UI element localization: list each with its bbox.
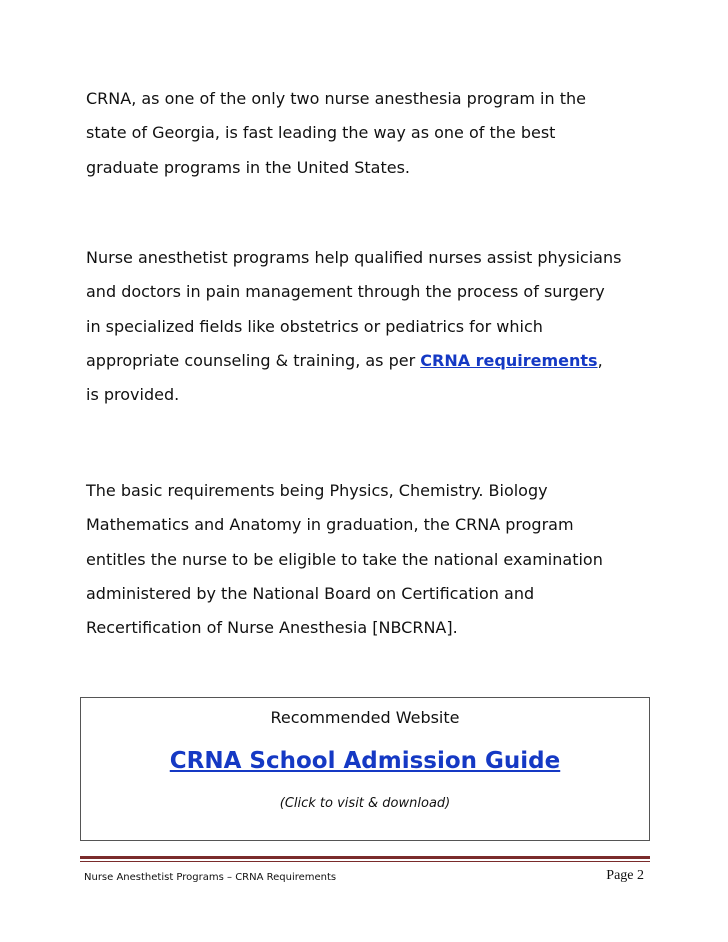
crna-requirements-link[interactable]: CRNA requirements (420, 350, 598, 370)
paragraph-line: Mathematics and Anatomy in graduation, the CRNA program (86, 515, 574, 535)
footer-document-title: Nurse Anesthetist Programs – CRNA Requirements (84, 872, 337, 883)
admission-guide-link[interactable]: CRNA School Admission Guide (169, 748, 561, 774)
visit-download-caption: (Click to visit & download) (279, 796, 451, 811)
footer-divider-thin (80, 861, 650, 862)
paragraph-line: is provided. (86, 385, 180, 405)
footer-divider-thick (80, 856, 650, 859)
paragraph-line: Recertification of Nurse Anesthesia [NBCRNA]. (86, 618, 458, 638)
paragraph-line: administered by the National Board on Certification and (86, 583, 535, 603)
paragraph-anesthetist-programs (86, 241, 666, 412)
paragraph-line: The basic requirements being Physics, Chemistry. Biology (86, 481, 548, 500)
recommended-heading: Recommended Website (270, 708, 460, 727)
recommended-website-box (80, 697, 650, 841)
paragraph-line: entitles the nurse to be eligible to take the national examination (86, 549, 603, 569)
paragraph-line: graduate programs in the United States. (86, 157, 411, 177)
paragraph-line-with-link (86, 344, 666, 378)
footer-page-number: Page 2 (606, 868, 644, 883)
paragraph-line: and doctors in pain management through the process of surgery (86, 282, 605, 302)
paragraph-text: , (597, 350, 603, 370)
paragraph-line: CRNA, as one of the only two nurse anesthesia program in the (86, 89, 586, 108)
paragraph-line: in specialized fields like obstetrics or pediatrics for which (86, 316, 543, 336)
paragraph-line: state of Georgia, is fast leading the way as one of the best (86, 123, 556, 143)
paragraph-georgia-program (86, 82, 666, 185)
paragraph-text: appropriate counseling & training, as per (86, 350, 421, 370)
paragraph-line: Nurse anesthetist programs help qualified nurses assist physicians (86, 248, 622, 267)
paragraph-basic-requirements (86, 474, 666, 645)
